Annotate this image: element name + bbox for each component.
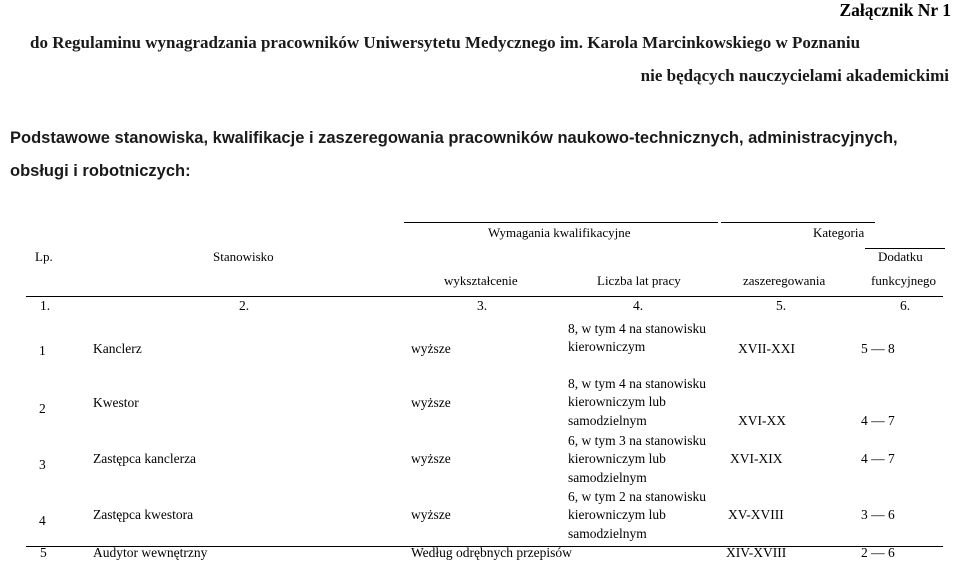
grid-line [404, 222, 718, 223]
row-education: Według odrębnych przepisów [411, 545, 572, 560]
row-education: wyższe [411, 341, 451, 356]
header-allowance-line2: funkcyjnego [871, 273, 936, 288]
row-grade: XVI-XIX [730, 451, 783, 466]
row-years-line: 8, w tym 4 na stanowisku [568, 321, 706, 336]
row-grade: XV-XVIII [728, 507, 784, 522]
header-requirements: Wymagania kwalifikacyjne [488, 225, 631, 240]
header-education: wykształcenie [444, 273, 518, 288]
column-number: 3. [477, 298, 488, 313]
column-number: 2. [239, 298, 250, 313]
header-category: Kategoria [813, 225, 865, 240]
row-years-line: samodzielnym [568, 413, 647, 428]
annex-subtitle-line1: do Regulaminu wynagradzania pracowników Uniwersytetu Medycznego im. Karola Marcinkowskiego w Poznaniu [30, 33, 861, 52]
row-years-line: samodzielnym [568, 526, 647, 541]
row-years-line: kierowniczym lub [568, 451, 666, 466]
header-allowance-line1: Dodatku [878, 249, 923, 264]
row-lp: 1 [39, 343, 46, 358]
annex-subtitle-line2: nie będących nauczycielami akademickimi [640, 66, 949, 85]
header-position: Stanowisko [213, 249, 274, 264]
row-years-line: 8, w tym 4 na stanowisku [568, 376, 706, 391]
row-lp: 3 [39, 457, 46, 472]
row-education: wyższe [411, 451, 451, 466]
section-heading-line1: Podstawowe stanowiska, kwalifikacje i zaszeregowania pracowników naukowo-technicznych, administracyjnych, [10, 129, 898, 147]
row-years-line: 6, w tym 3 na stanowisku [568, 433, 706, 448]
section-heading-line2: obsługi i robotniczych: [10, 162, 191, 180]
grid-line [26, 296, 943, 297]
header-years: Liczba lat pracy [597, 273, 681, 288]
column-number: 6. [900, 298, 911, 313]
row-grade: XVI-XX [738, 413, 786, 428]
header-lp: Lp. [35, 249, 53, 264]
row-lp: 4 [39, 513, 46, 528]
row-allowance: 4 — 7 [861, 413, 895, 428]
row-position: Audytor wewnętrzny [93, 545, 208, 560]
row-lp: 5 [40, 545, 47, 560]
header-grade: zaszeregowania [743, 273, 826, 288]
row-position: Kwestor [93, 395, 139, 410]
column-number: 5. [776, 298, 787, 313]
row-position: Zastępca kwestora [93, 507, 194, 522]
row-grade: XVII-XXI [738, 341, 795, 356]
row-years-line: kierowniczym lub [568, 507, 666, 522]
grid-line [721, 222, 875, 223]
column-number: 4. [633, 298, 644, 313]
row-education: wyższe [411, 507, 451, 522]
row-years-line: samodzielnym [568, 470, 647, 485]
row-position: Kanclerz [93, 341, 142, 356]
row-allowance: 3 — 6 [861, 507, 895, 522]
row-years-line: kierowniczym lub [568, 394, 666, 409]
row-grade: XIV-XVIII [726, 545, 787, 560]
row-position: Zastępca kanclerza [93, 451, 197, 466]
row-lp: 2 [39, 401, 46, 416]
row-years-line: kierowniczym [568, 339, 646, 354]
row-allowance: 2 — 6 [861, 545, 895, 560]
row-allowance: 4 — 7 [861, 451, 895, 466]
column-number: 1. [40, 298, 51, 313]
row-allowance: 5 — 8 [861, 341, 895, 356]
row-years-line: 6, w tym 2 na stanowisku [568, 489, 706, 504]
row-education: wyższe [411, 395, 451, 410]
annex-title: Załącznik Nr 1 [839, 0, 951, 20]
